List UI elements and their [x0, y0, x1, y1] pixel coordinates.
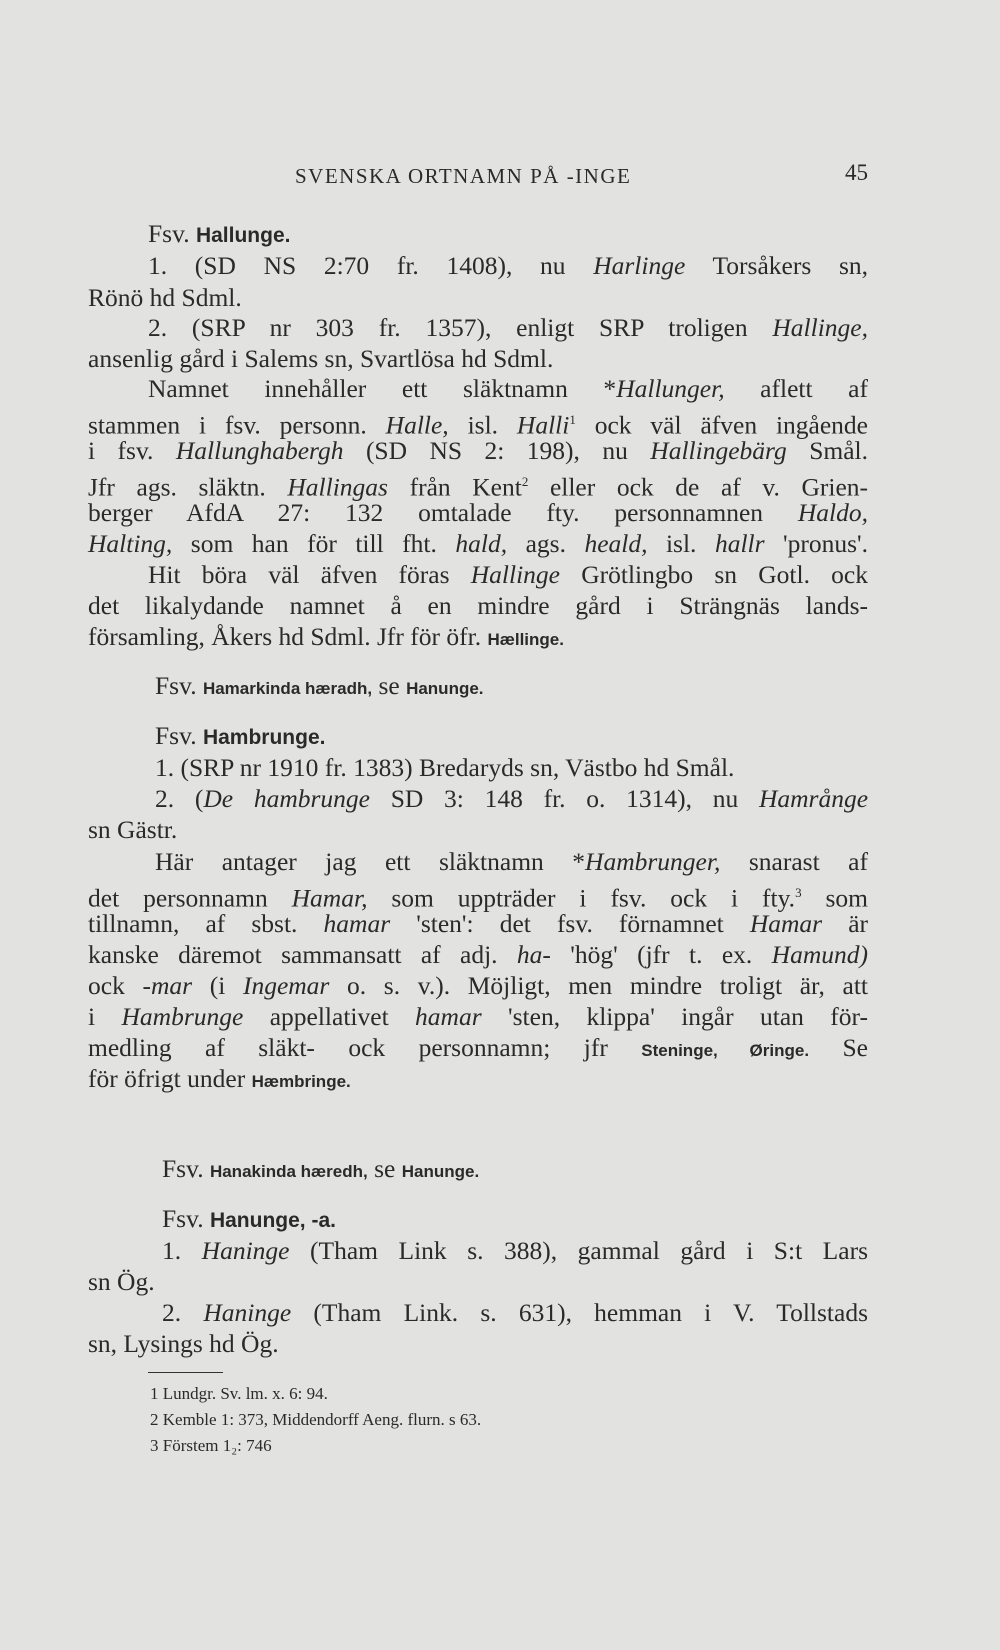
- text-line: Namnet innehåller ett släktnamn *Hallunger, aflett af: [148, 374, 868, 403]
- text-line: sn Ög.: [88, 1267, 155, 1296]
- text-line: Här antager jag ett släktnamn *Hambrunger, snarast af: [155, 847, 868, 876]
- entry-heading: Fsv. Hambrunge.: [155, 721, 326, 750]
- text-line: för öfrigt under Hæmbringe.: [88, 1064, 351, 1093]
- text-line: kanske däremot sammansatt af adj. ha- 'hög' (jfr t. ex. Hamund): [88, 940, 868, 969]
- footnote-rule: [148, 1372, 223, 1373]
- text-line: det personnamn Hamar, som uppträder i fsv. ock i fty.$^3$ som: [88, 883, 868, 913]
- text-line: församling, Åkers hd Sdml. Jfr för öfr. Hællinge.: [88, 622, 564, 651]
- text-line: det likalydande namnet å en mindre gård i Strängnäs lands-: [88, 591, 868, 620]
- text-line: berger AfdA 27: 132 omtalade fty. personnamnen Haldo,: [88, 498, 868, 527]
- cross-reference: Hanunge.: [406, 679, 484, 698]
- text-line: stammen i fsv. personn. Halle, isl. Halli$^1$ ock väl äfven ingående: [88, 410, 868, 440]
- text-line: Halting, som han för till fht. hald, ags. heald, isl. hallr 'pronus'.: [88, 529, 869, 558]
- text-line: 2. (De hambrunge SD 3: 148 fr. o. 1314), nu Hamrånge: [155, 784, 869, 813]
- footnote-ref: 2: [521, 474, 529, 489]
- entry-heading: Fsv. Hamarkinda hæradh, se Hanunge.: [155, 671, 484, 700]
- text-line: sn, Lysings hd Ög.: [88, 1329, 279, 1358]
- text-line: Jfr ags. släktn. Hallingas från Kent$^2$ eller ock de af v. Grien-: [88, 472, 868, 502]
- headword: Hambrunge.: [202, 726, 326, 749]
- headword: Hamarkinda hæradh,: [202, 679, 373, 698]
- cross-reference: Hanunge.: [401, 1162, 480, 1181]
- entry-heading: Fsv. Hanakinda hæredh, se Hanunge.: [162, 1154, 480, 1183]
- text-line: tillnamn, af sbst. hamar 'sten': det fsv. förnamnet Hamar är: [88, 909, 869, 938]
- text-line: 2. (SRP nr 303 fr. 1357), enligt SRP troligen Hallinge,: [148, 313, 868, 342]
- headword: Hanunge, -a.: [209, 1209, 336, 1232]
- cross-reference: Hæmbringe.: [251, 1072, 351, 1091]
- page-number: 45: [845, 160, 868, 185]
- cross-reference: Steninge, Øringe.: [641, 1041, 810, 1060]
- text-line: 1. (SRP nr 1910 fr. 1383) Bredaryds sn, Västbo hd Smål.: [155, 753, 735, 782]
- running-header: SVENSKA ORTNAMN PÅ -INGE: [295, 164, 632, 188]
- text-line: ansenlig gård i Salems sn, Svartlösa hd Sdml.: [88, 344, 554, 373]
- footnote-ref: 3: [795, 885, 802, 900]
- text-line: i fsv. Hallunghabergh (SD NS 2: 198), nu Hallingebärg Smål.: [88, 436, 869, 465]
- text-line: sn Gästr.: [88, 815, 178, 844]
- footnote: 1 Lundgr. Sv. lm. x. 6: 94.: [150, 1384, 328, 1403]
- footnote: 2 Kemble 1: 373, Middendorff Aeng. flurn. s 63.: [150, 1410, 482, 1429]
- text-line: ock -mar (i Ingemar o. s. v.). Möjligt, men mindre troligt är, att: [88, 971, 869, 1000]
- text-line: Rönö hd Sdml.: [88, 283, 242, 312]
- headword: Hanakinda hæredh,: [209, 1162, 368, 1181]
- text-line: medling af släkt- ock personnamn; jfr Steninge, Øringe. Se: [88, 1033, 868, 1062]
- entry-heading: Fsv. Hanunge, -a.: [162, 1204, 336, 1233]
- text-line: i Hambrunge appellativet hamar 'sten, klippa' ingår utan för-: [88, 1002, 868, 1031]
- headword: Hallunge.: [195, 224, 291, 247]
- cross-reference: Hællinge.: [487, 630, 564, 649]
- text-line: 1. Haninge (Tham Link s. 388), gammal gård i S:t Lars: [162, 1236, 868, 1265]
- footnote-ref: 1: [569, 412, 576, 427]
- text-line: 2. Haninge (Tham Link. s. 631), hemman i V. Tollstads: [162, 1298, 868, 1327]
- text-line: Hit böra väl äfven föras Hallinge Grötlingbo sn Gotl. ock: [148, 560, 868, 589]
- text-line: 1. (SD NS 2:70 fr. 1408), nu Harlinge Torsåkers sn,: [148, 251, 869, 280]
- entry-heading: Fsv. Hallunge.: [148, 219, 291, 248]
- footnote: 3 Förstem 1₂: 746: [150, 1436, 272, 1455]
